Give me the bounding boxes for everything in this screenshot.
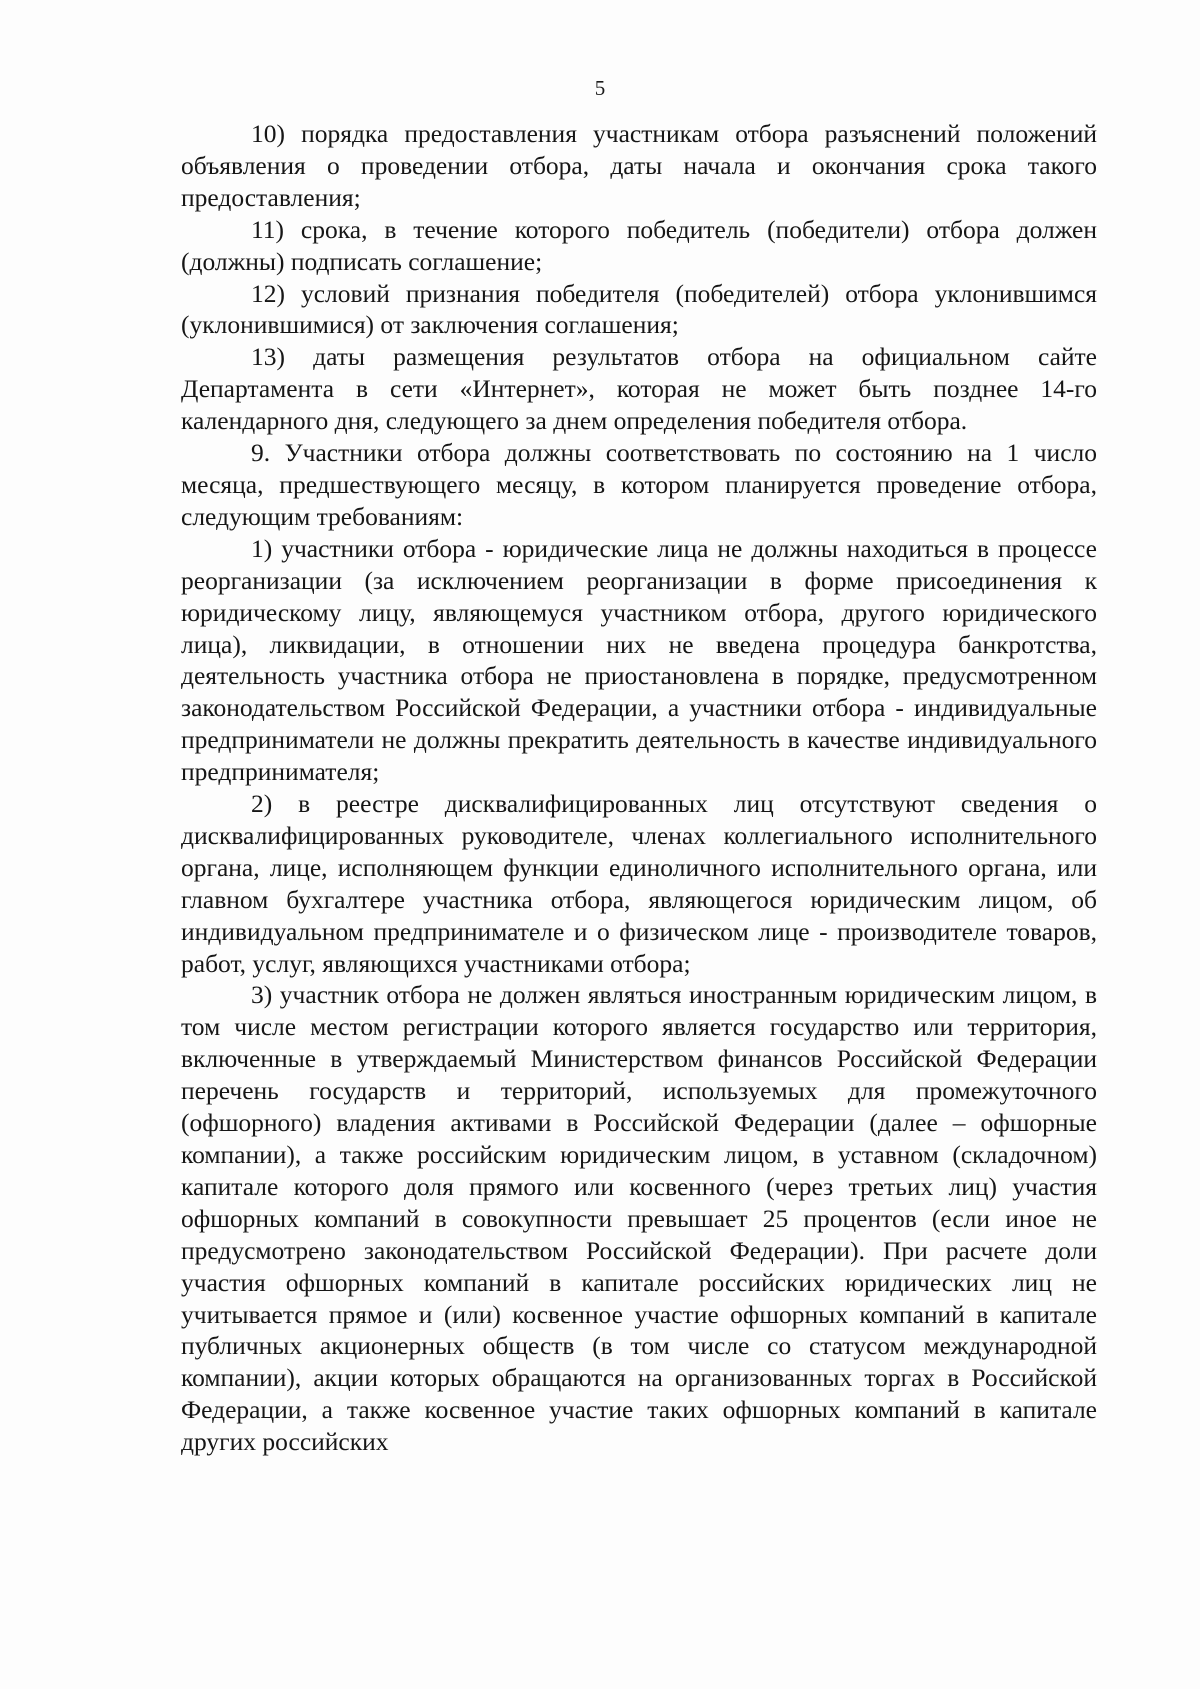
paragraph-requirement-3: 3) участник отбора не должен являться иностранным юридическим лицом, в том числе местом регистрации которого является государство или территория, включенные в утверждаемый Министерством финансов Российской Федерации перечень государств и территорий, используемых для промежуточного (офшорного) владения активами в Российской Федерации (далее – офшорные компании), а также российским юридическим лицом, в уставном (складочном) капитале которого доля прямого или косвенного (через третьих лиц) участия офшорных компаний в совокупности превышает 25 процентов (если иное не предусмотрено законодательством Российской Федерации). При расчете доли участия офшорных компаний в капитале российских юридических лиц не учитывается прямое и (или) косвенное участие офшорных компаний в капитале публичных акционерных обществ (в том числе со статусом международной компании), акции которых обращаются на организованных торгах в Российской Федерации, а также косвенное участие таких офшорных компаний в капитале других российских (181, 980, 1097, 1457)
paragraph-section-9: 9. Участники отбора должны соответствовать по состоянию на 1 число месяца, предшествующего месяцу, в котором планируется проведение отбора, следующим требованиям: (181, 438, 1097, 531)
paragraph-requirement-1: 1) участники отбора - юридические лица не должны находиться в процессе реорганизации (за исключением реорганизации в форме присоединения к юридическому лицу, являющемуся участником отбора, другого юридического лица), ликвидации, в отношении них не введена процедура банкротства, деятельность участника отбора не приостановлена в порядке, предусмотренном законодательством Российской Федерации, а участники отбора - индивидуальные предприниматели не должны прекратить деятельность в качестве индивидуального предпринимателя; (181, 533, 1097, 787)
page-number: 5 (594, 76, 606, 100)
paragraph-item-12: 12) условий признания победителя (победителей) отбора уклонившимся (уклонившимися) от заключения соглашения; (181, 278, 1097, 340)
paragraph-requirement-2: 2) в реестре дисквалифицированных лиц отсутствуют сведения о дисквалифицированных руководителе, членах коллегиального исполнительного органа, лице, исполняющем функции единоличного исполнительного органа, или главном бухгалтере участника отбора, являющегося юридическим лицом, об индивидуальном предпринимателе и о физическом лице - производителе товаров, работ, услуг, являющихся участниками отбора; (181, 789, 1097, 978)
paragraph-item-10: 10) порядка предоставления участникам отбора разъяснений положений объявления о проведении отбора, даты начала и окончания срока такого предоставления; (181, 119, 1097, 212)
paragraph-item-11: 11) срока, в течение которого победитель (победители) отбора должен (должны) подписать соглашение; (181, 214, 1097, 276)
paragraph-item-13: 13) даты размещения результатов отбора на официальном сайте Департамента в сети «Интернет», которая не может быть позднее 14-го календарного дня, следующего за днем определения победителя отбора. (181, 342, 1097, 436)
document-body (181, 118, 1097, 1458)
